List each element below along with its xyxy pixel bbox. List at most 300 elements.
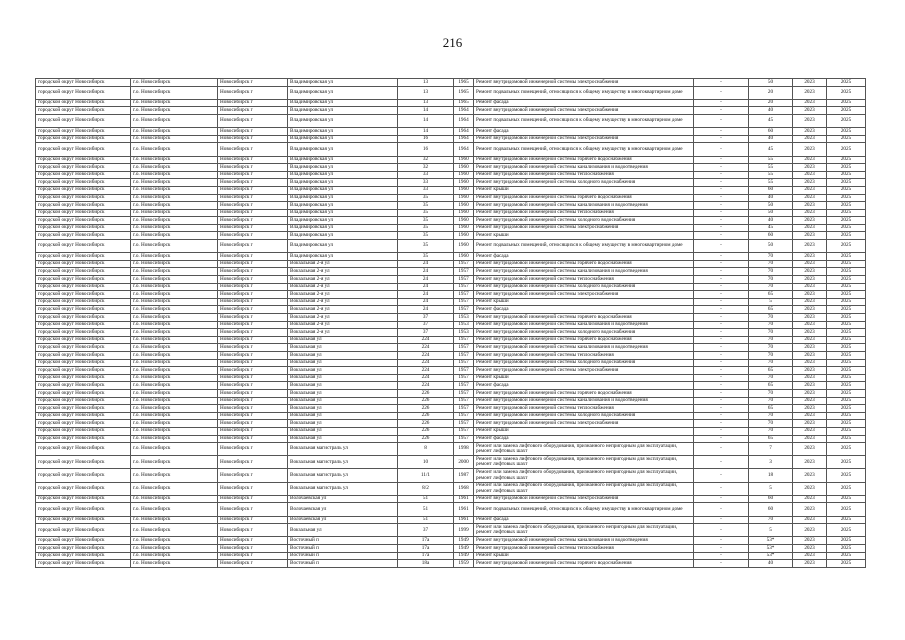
year-start-cell: 2023: [793, 156, 827, 164]
street-cell: Владимировская ул: [288, 143, 398, 156]
wear-percent-cell: 40: [749, 217, 793, 225]
settlement-cell: г.о. Новосибирск: [131, 143, 218, 156]
municipality-cell: городской округ Новосибирск: [36, 135, 131, 143]
year-end-cell: 2025: [827, 427, 866, 435]
municipality-cell: городской округ Новосибирск: [36, 405, 131, 413]
street-cell: Вокзальная ул: [288, 351, 398, 359]
work-type-cell: Ремонт крыши: [474, 298, 694, 306]
house-number-cell: 37: [398, 329, 454, 337]
settlement-cell: г.о. Новосибирск: [131, 194, 218, 202]
wear-percent-cell: 70: [749, 397, 793, 405]
year-start-cell: 2023: [793, 135, 827, 143]
settlement-cell: г.о. Новосибирск: [131, 321, 218, 329]
extra-cell: -: [694, 79, 749, 87]
extra-cell: -: [694, 314, 749, 322]
municipality-cell: городской округ Новосибирск: [36, 456, 131, 469]
municipality-cell: городской округ Новосибирск: [36, 503, 131, 516]
year-end-cell: 2025: [827, 99, 866, 107]
extra-cell: -: [694, 359, 749, 367]
wear-percent-cell: 70: [749, 516, 793, 524]
house-number-cell: 33: [398, 171, 454, 179]
wear-percent-cell: 70: [749, 321, 793, 329]
city-cell: Новосибирск г: [218, 253, 288, 261]
year-end-cell: 2025: [827, 179, 866, 187]
work-type-cell: Ремонт внутридомовой инженерной системы электроснабжения: [474, 495, 694, 503]
year-start-cell: 2023: [793, 291, 827, 299]
year-start-cell: 2023: [793, 516, 827, 524]
table-row: [36, 560, 866, 568]
wear-percent-cell: 60: [749, 186, 793, 194]
wear-percent-cell: 5: [749, 482, 793, 495]
extra-cell: -: [694, 427, 749, 435]
house-number-cell: 226: [398, 389, 454, 397]
city-cell: Новосибирск г: [218, 202, 288, 210]
city-cell: Новосибирск г: [218, 240, 288, 253]
settlement-cell: г.о. Новосибирск: [131, 291, 218, 299]
city-cell: Новосибирск г: [218, 128, 288, 136]
year-start-cell: 2023: [793, 552, 827, 560]
settlement-cell: г.о. Новосибирск: [131, 79, 218, 87]
table-row: [36, 283, 866, 291]
city-cell: Новосибирск г: [218, 552, 288, 560]
year-built-cell: 1964: [454, 143, 474, 156]
city-cell: Новосибирск г: [218, 482, 288, 495]
year-built-cell: 1960: [454, 194, 474, 202]
wear-percent-cell: 53*: [749, 537, 793, 545]
city-cell: Новосибирск г: [218, 435, 288, 443]
extra-cell: -: [694, 482, 749, 495]
year-start-cell: 2023: [793, 298, 827, 306]
house-number-cell: 37: [398, 321, 454, 329]
city-cell: Новосибирск г: [218, 298, 288, 306]
house-number-cell: 226: [398, 435, 454, 443]
settlement-cell: г.о. Новосибирск: [131, 224, 218, 232]
work-type-cell: Ремонт внутридомовой инженерной системы горячего водоснабжения: [474, 156, 694, 164]
street-cell: Владимировская ул: [288, 253, 398, 261]
work-type-cell: Ремонт внутридомовой инженерной системы холодного водоснабжения: [474, 179, 694, 187]
extra-cell: -: [694, 253, 749, 261]
year-start-cell: 2023: [793, 164, 827, 172]
year-start-cell: 2023: [793, 314, 827, 322]
street-cell: Владимировская ул: [288, 86, 398, 99]
street-cell: Владимировская ул: [288, 209, 398, 217]
settlement-cell: г.о. Новосибирск: [131, 516, 218, 524]
year-end-cell: 2025: [827, 79, 866, 87]
wear-percent-cell: 70: [749, 283, 793, 291]
extra-cell: -: [694, 435, 749, 443]
extra-cell: -: [694, 420, 749, 428]
settlement-cell: г.о. Новосибирск: [131, 351, 218, 359]
street-cell: Вокзальная ул: [288, 427, 398, 435]
extra-cell: -: [694, 351, 749, 359]
year-start-cell: 2023: [793, 374, 827, 382]
work-type-cell: Ремонт крыши: [474, 374, 694, 382]
wear-percent-cell: 60: [749, 503, 793, 516]
year-start-cell: 2023: [793, 336, 827, 344]
table-row: [36, 469, 866, 482]
year-end-cell: 2025: [827, 128, 866, 136]
settlement-cell: г.о. Новосибирск: [131, 314, 218, 322]
wear-percent-cell: 55: [749, 156, 793, 164]
year-start-cell: 2023: [793, 179, 827, 187]
city-cell: Новосибирск г: [218, 397, 288, 405]
year-built-cell: 1960: [454, 202, 474, 210]
settlement-cell: г.о. Новосибирск: [131, 545, 218, 553]
settlement-cell: г.о. Новосибирск: [131, 336, 218, 344]
city-cell: Новосибирск г: [218, 344, 288, 352]
extra-cell: -: [694, 469, 749, 482]
wear-percent-cell: 40: [749, 135, 793, 143]
wear-percent-cell: 70: [749, 412, 793, 420]
year-end-cell: 2025: [827, 516, 866, 524]
street-cell: Владимировская ул: [288, 128, 398, 136]
year-start-cell: 2023: [793, 217, 827, 225]
year-start-cell: 2023: [793, 114, 827, 127]
extra-cell: -: [694, 240, 749, 253]
extra-cell: -: [694, 367, 749, 375]
house-number-cell: 24: [398, 298, 454, 306]
work-type-cell: Ремонт фасада: [474, 128, 694, 136]
city-cell: Новосибирск г: [218, 545, 288, 553]
street-cell: Владимировская ул: [288, 224, 398, 232]
wear-percent-cell: 70: [749, 314, 793, 322]
year-start-cell: 2023: [793, 367, 827, 375]
extra-cell: -: [694, 135, 749, 143]
table-row: [36, 329, 866, 337]
settlement-cell: г.о. Новосибирск: [131, 86, 218, 99]
street-cell: Волочаевская ул: [288, 516, 398, 524]
house-number-cell: 14: [398, 128, 454, 136]
extra-cell: -: [694, 412, 749, 420]
extra-cell: -: [694, 209, 749, 217]
work-type-cell: Ремонт внутридомовой инженерной системы электроснабжения: [474, 420, 694, 428]
municipality-cell: городской округ Новосибирск: [36, 276, 131, 284]
house-number-cell: 32: [398, 156, 454, 164]
wear-percent-cell: 70: [749, 253, 793, 261]
table-row: [36, 240, 866, 253]
municipality-cell: городской округ Новосибирск: [36, 260, 131, 268]
wear-percent-cell: 60: [749, 495, 793, 503]
house-number-cell: 51: [398, 495, 454, 503]
year-built-cell: 1957: [454, 412, 474, 420]
year-start-cell: 2023: [793, 79, 827, 87]
house-number-cell: 35: [398, 253, 454, 261]
settlement-cell: г.о. Новосибирск: [131, 232, 218, 240]
settlement-cell: г.о. Новосибирск: [131, 186, 218, 194]
house-number-cell: 35: [398, 232, 454, 240]
year-start-cell: 2023: [793, 329, 827, 337]
table-row: [36, 495, 866, 503]
year-built-cell: 1949: [454, 537, 474, 545]
municipality-cell: городской округ Новосибирск: [36, 329, 131, 337]
street-cell: Вокзальная 2-я ул: [288, 298, 398, 306]
city-cell: Новосибирск г: [218, 516, 288, 524]
settlement-cell: г.о. Новосибирск: [131, 367, 218, 375]
work-type-cell: Ремонт фасада: [474, 306, 694, 314]
year-end-cell: 2025: [827, 435, 866, 443]
year-built-cell: 1953: [454, 329, 474, 337]
year-built-cell: 1949: [454, 545, 474, 553]
house-number-cell: 17а: [398, 552, 454, 560]
house-number-cell: 24: [398, 260, 454, 268]
year-built-cell: 1957: [454, 291, 474, 299]
work-type-cell: Ремонт внутридомовой инженерной системы канализования и водоотведения: [474, 321, 694, 329]
year-end-cell: 2025: [827, 344, 866, 352]
street-cell: Вокзальная ул: [288, 397, 398, 405]
street-cell: Владимировская ул: [288, 240, 398, 253]
settlement-cell: г.о. Новосибирск: [131, 114, 218, 127]
municipality-cell: городской округ Новосибирск: [36, 232, 131, 240]
year-end-cell: 2025: [827, 537, 866, 545]
city-cell: Новосибирск г: [218, 469, 288, 482]
work-type-cell: Ремонт фасада: [474, 435, 694, 443]
year-built-cell: 2000: [454, 456, 474, 469]
year-start-cell: 2023: [793, 276, 827, 284]
table-row: [36, 524, 866, 537]
street-cell: Владимировская ул: [288, 156, 398, 164]
year-start-cell: 2023: [793, 306, 827, 314]
extra-cell: -: [694, 114, 749, 127]
settlement-cell: г.о. Новосибирск: [131, 412, 218, 420]
extra-cell: -: [694, 389, 749, 397]
municipality-cell: городской округ Новосибирск: [36, 367, 131, 375]
year-start-cell: 2023: [793, 128, 827, 136]
house-number-cell: 13: [398, 99, 454, 107]
extra-cell: -: [694, 283, 749, 291]
wear-percent-cell: 70: [749, 276, 793, 284]
year-built-cell: 1965: [454, 99, 474, 107]
year-end-cell: 2025: [827, 524, 866, 537]
work-type-cell: Ремонт внутридомовой инженерной системы электроснабжения: [474, 107, 694, 115]
house-number-cell: 14: [398, 114, 454, 127]
city-cell: Новосибирск г: [218, 382, 288, 390]
table-row: [36, 552, 866, 560]
year-built-cell: 1960: [454, 217, 474, 225]
municipality-cell: городской округ Новосибирск: [36, 314, 131, 322]
settlement-cell: г.о. Новосибирск: [131, 298, 218, 306]
extra-cell: -: [694, 128, 749, 136]
settlement-cell: г.о. Новосибирск: [131, 306, 218, 314]
street-cell: Вокзальная ул: [288, 382, 398, 390]
table-row: [36, 268, 866, 276]
year-built-cell: 1957: [454, 298, 474, 306]
city-cell: Новосибирск г: [218, 351, 288, 359]
municipality-cell: городской округ Новосибирск: [36, 283, 131, 291]
house-number-cell: 8/2: [398, 482, 454, 495]
settlement-cell: г.о. Новосибирск: [131, 164, 218, 172]
table-row: [36, 156, 866, 164]
extra-cell: -: [694, 107, 749, 115]
house-number-cell: 35: [398, 202, 454, 210]
street-cell: Вокзальная 2-я ул: [288, 329, 398, 337]
municipality-cell: городской округ Новосибирск: [36, 420, 131, 428]
street-cell: Владимировская ул: [288, 114, 398, 127]
year-end-cell: 2025: [827, 456, 866, 469]
municipality-cell: городской округ Новосибирск: [36, 469, 131, 482]
house-number-cell: 224: [398, 359, 454, 367]
wear-percent-cell: 45: [749, 143, 793, 156]
wear-percent-cell: 55: [749, 164, 793, 172]
house-number-cell: 35: [398, 224, 454, 232]
wear-percent-cell: 50: [749, 202, 793, 210]
work-type-cell: Ремонт внутридомовой инженерной системы теплоснабжения: [474, 545, 694, 553]
work-type-cell: Ремонт внутридомовой инженерной системы канализования и водоотведения: [474, 164, 694, 172]
street-cell: Вокзальная магистраль ул: [288, 456, 398, 469]
year-end-cell: 2025: [827, 314, 866, 322]
year-end-cell: 2025: [827, 298, 866, 306]
year-start-cell: 2023: [793, 186, 827, 194]
work-type-cell: Ремонт крыши: [474, 427, 694, 435]
house-number-cell: 224: [398, 374, 454, 382]
year-end-cell: 2025: [827, 405, 866, 413]
house-number-cell: 224: [398, 382, 454, 390]
work-type-cell: Ремонт крыши: [474, 232, 694, 240]
table-row: [36, 209, 866, 217]
settlement-cell: г.о. Новосибирск: [131, 128, 218, 136]
year-end-cell: 2025: [827, 503, 866, 516]
wear-percent-cell: 7: [749, 443, 793, 456]
year-built-cell: 1968: [454, 482, 474, 495]
table-row: [36, 291, 866, 299]
house-number-cell: 33: [398, 186, 454, 194]
year-start-cell: 2023: [793, 194, 827, 202]
work-type-cell: Ремонт внутридомовой инженерной системы холодного водоснабжения: [474, 412, 694, 420]
house-number-cell: 33: [398, 179, 454, 187]
house-number-cell: 224: [398, 336, 454, 344]
settlement-cell: г.о. Новосибирск: [131, 359, 218, 367]
municipality-cell: городской округ Новосибирск: [36, 435, 131, 443]
year-start-cell: 2023: [793, 253, 827, 261]
settlement-cell: г.о. Новосибирск: [131, 344, 218, 352]
settlement-cell: г.о. Новосибирск: [131, 469, 218, 482]
year-end-cell: 2025: [827, 351, 866, 359]
year-start-cell: 2023: [793, 321, 827, 329]
year-built-cell: 1959: [454, 560, 474, 568]
street-cell: Вокзальная ул: [288, 374, 398, 382]
year-built-cell: 1965: [454, 86, 474, 99]
work-type-cell: Ремонт внутридомовой инженерной системы канализования и водоотведения: [474, 537, 694, 545]
street-cell: Вокзальная ул: [288, 367, 398, 375]
wear-percent-cell: 70: [749, 268, 793, 276]
wear-percent-cell: 70: [749, 344, 793, 352]
work-type-cell: Ремонт внутридомовой инженерной системы электроснабжения: [474, 224, 694, 232]
year-end-cell: 2025: [827, 291, 866, 299]
year-built-cell: 1957: [454, 389, 474, 397]
table-row: [36, 194, 866, 202]
year-built-cell: 1957: [454, 420, 474, 428]
year-built-cell: 1957: [454, 344, 474, 352]
house-number-cell: 17а: [398, 537, 454, 545]
municipality-cell: городской округ Новосибирск: [36, 321, 131, 329]
year-start-cell: 2023: [793, 143, 827, 156]
table-row: [36, 114, 866, 127]
table-row: [36, 456, 866, 469]
extra-cell: -: [694, 171, 749, 179]
extra-cell: -: [694, 291, 749, 299]
year-start-cell: 2023: [793, 268, 827, 276]
city-cell: Новосибирск г: [218, 537, 288, 545]
year-start-cell: 2023: [793, 351, 827, 359]
table-row: [36, 186, 866, 194]
municipality-cell: городской округ Новосибирск: [36, 186, 131, 194]
work-type-cell: Ремонт внутридомовой инженерной системы горячего водоснабжения: [474, 389, 694, 397]
year-built-cell: 1957: [454, 276, 474, 284]
year-built-cell: 1964: [454, 128, 474, 136]
wear-percent-cell: 70: [749, 260, 793, 268]
table-row: [36, 202, 866, 210]
extra-cell: -: [694, 179, 749, 187]
wear-percent-cell: 3: [749, 456, 793, 469]
settlement-cell: г.о. Новосибирск: [131, 202, 218, 210]
city-cell: Новосибирск г: [218, 260, 288, 268]
year-end-cell: 2025: [827, 268, 866, 276]
wear-percent-cell: 70: [749, 359, 793, 367]
year-start-cell: 2023: [793, 420, 827, 428]
city-cell: Новосибирск г: [218, 495, 288, 503]
table-row: [36, 298, 866, 306]
work-type-cell: Ремонт внутридомовой инженерной системы канализования и водоотведения: [474, 397, 694, 405]
extra-cell: -: [694, 86, 749, 99]
street-cell: Восточный п: [288, 552, 398, 560]
year-start-cell: 2023: [793, 359, 827, 367]
municipality-cell: городской округ Новосибирск: [36, 79, 131, 87]
city-cell: Новосибирск г: [218, 412, 288, 420]
street-cell: Вокзальная 2-я ул: [288, 306, 398, 314]
municipality-cell: городской округ Новосибирск: [36, 537, 131, 545]
year-built-cell: 1957: [454, 382, 474, 390]
extra-cell: -: [694, 545, 749, 553]
table-row: [36, 164, 866, 172]
extra-cell: -: [694, 405, 749, 413]
municipality-cell: городской округ Новосибирск: [36, 306, 131, 314]
wear-percent-cell: 5: [749, 524, 793, 537]
city-cell: Новосибирск г: [218, 156, 288, 164]
house-number-cell: 226: [398, 427, 454, 435]
extra-cell: -: [694, 224, 749, 232]
year-built-cell: 1960: [454, 224, 474, 232]
street-cell: Владимировская ул: [288, 99, 398, 107]
city-cell: Новосибирск г: [218, 321, 288, 329]
year-end-cell: 2025: [827, 412, 866, 420]
settlement-cell: г.о. Новосибирск: [131, 503, 218, 516]
wear-percent-cell: 70: [749, 427, 793, 435]
municipality-cell: городской округ Новосибирск: [36, 291, 131, 299]
table-row: [36, 314, 866, 322]
year-built-cell: 1957: [454, 435, 474, 443]
extra-cell: -: [694, 260, 749, 268]
year-start-cell: 2023: [793, 99, 827, 107]
year-built-cell: 1957: [454, 283, 474, 291]
year-built-cell: 1953: [454, 314, 474, 322]
work-type-cell: Ремонт внутридомовой инженерной системы электроснабжения: [474, 291, 694, 299]
street-cell: Волочаевская ул: [288, 495, 398, 503]
settlement-cell: г.о. Новосибирск: [131, 283, 218, 291]
table-row: [36, 443, 866, 456]
year-start-cell: 2023: [793, 224, 827, 232]
wear-percent-cell: 53*: [749, 545, 793, 553]
city-cell: Новосибирск г: [218, 107, 288, 115]
year-built-cell: 1960: [454, 179, 474, 187]
street-cell: Владимировская ул: [288, 217, 398, 225]
street-cell: Вокзальная ул: [288, 389, 398, 397]
city-cell: Новосибирск г: [218, 179, 288, 187]
table-row: [36, 427, 866, 435]
year-start-cell: 2023: [793, 382, 827, 390]
wear-percent-cell: 70: [749, 374, 793, 382]
settlement-cell: г.о. Новосибирск: [131, 217, 218, 225]
house-number-cell: 13: [398, 79, 454, 87]
year-start-cell: 2023: [793, 427, 827, 435]
